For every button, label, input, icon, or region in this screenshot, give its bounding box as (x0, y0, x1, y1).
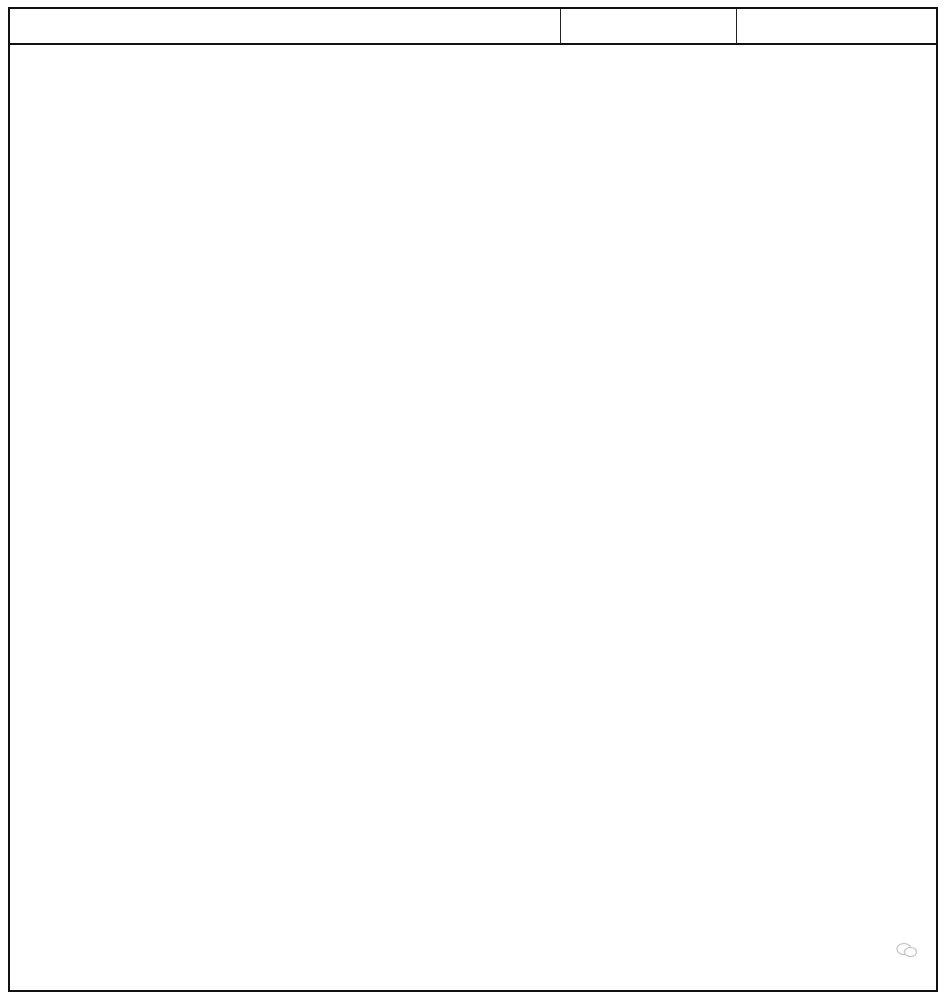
watermark (896, 939, 922, 960)
header-non-default-session (737, 9, 936, 43)
header-default-session (561, 9, 737, 43)
table-header-row (10, 9, 936, 45)
wechat-icon (896, 942, 918, 958)
header-service (10, 9, 561, 43)
service-session-table (8, 7, 938, 992)
